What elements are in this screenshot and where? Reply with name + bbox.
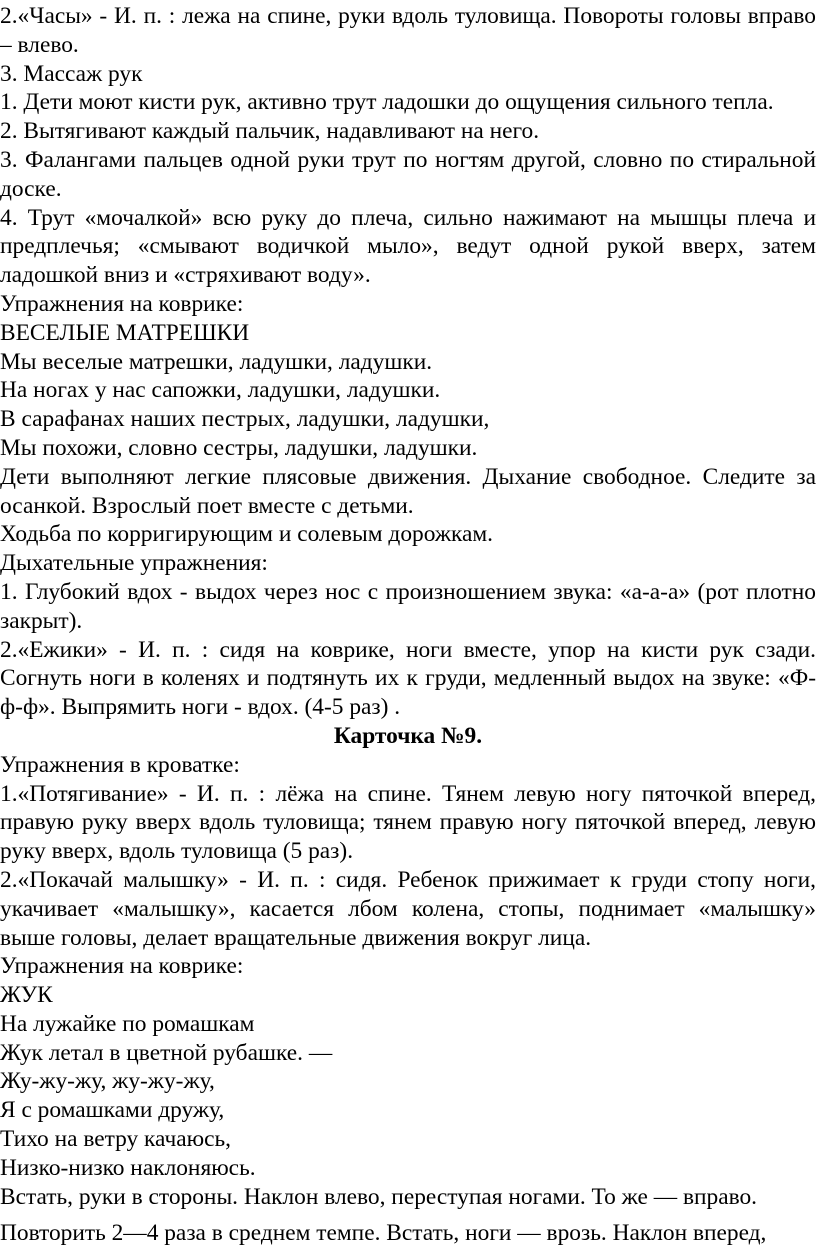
poem-line: Мы похожи, словно сестры, ладушки, ладушки. <box>0 434 478 461</box>
paragraph: Дети выполняют легкие плясовые движения. Дыхание свободное. Следите за осанкой. Взрослый поет вместе с детьми. <box>0 463 816 519</box>
poem-line: Тихо на ветру качаюсь, <box>0 1126 232 1153</box>
section-label: Упражнения в кроватке: <box>0 751 240 778</box>
poem-line: На лужайке по ромашкам <box>0 1010 255 1037</box>
poem-line: Я с ромашками дружу, <box>0 1097 225 1124</box>
poem-title: ЖУК <box>0 982 53 1009</box>
paragraph: 1. Дети моют кисти рук, активно трут ладошки до ощущения сильного тепла. <box>0 89 774 116</box>
paragraph: 1. Глубокий вдох - выдох через нос с произношением звука: «а-а-а» (рот плотно закрыт). <box>0 578 816 634</box>
paragraph: 2.«Часы» - И. п. : лежа на спине, руки вдоль туловища. Повороты головы вправо – влево. <box>0 3 816 58</box>
poem-line: Низко-низко наклоняюсь. <box>0 1154 256 1181</box>
paragraph: 2.«Ежики» - И. п. : сидя на коврике, ноги вместе, упор на кисти рук сзади. Согнуть ноги в коленях и подтянуть их к груди, медленный выдох на звуке: «Ф-ф-ф». Выпрямить ноги - вдох. (4-5 раз) . <box>0 636 816 721</box>
section-label: Дыхательные упражнения: <box>0 550 268 577</box>
poem-line: Жук летал в цветной рубашке. — <box>0 1039 333 1066</box>
paragraph: Встать, руки в стороны. Наклон влево, переступая ногами. То же — вправо. <box>0 1183 758 1210</box>
poem-line: Жу-жу-жу, жу-жу-жу, <box>0 1068 215 1095</box>
paragraph: 4. Трут «мочалкой» всю руку до плеча, сильно нажимают на мышцы плеча и предплечья; «смывают водичкой мыло», ведут одной рукой вверх, затем ладошкой вниз и «стряхивают воду». <box>0 204 816 289</box>
poem-line: Мы веселые матрешки, ладушки, ладушки. <box>0 348 433 375</box>
paragraph: 3. Массаж рук <box>0 60 143 87</box>
paragraph: Ходьба по корригирующим и солевым дорожкам. <box>0 521 494 548</box>
paragraph: 1.«Потягивание» - И. п. : лёжа на спине. Тянем левую ногу пяточкой вперед, правую руку вверх вдоль туловища; тянем правую ногу пяточкой вперед, левую руку вверх, вдоль туловища (5 раз). <box>0 780 816 865</box>
poem-line: В сарафанах наших пестрых, ладушки, ладушки, <box>0 406 490 433</box>
poem-title: ВЕСЕЛЫЕ МАТРЕШКИ <box>0 319 250 346</box>
document-page <box>0 2 816 1248</box>
paragraph: Повторить 2—4 раза в среднем темпе. Встать, ноги — врозь. Наклон вперед, <box>0 1220 767 1247</box>
card-heading: Карточка №9. <box>333 722 483 749</box>
poem-line: На ногах у нас сапожки, ладушки, ладушки. <box>0 377 441 404</box>
paragraph: 2.«Покачай малышку» - И. п. : сидя. Ребенок прижимает к груди стопу ноги, укачивает «малышку», касается лбом колена, стопы, поднимает «малышку» выше головы, делает вращательные движения вокруг лица. <box>0 866 816 951</box>
section-label: Упражнения на коврике: <box>0 953 244 980</box>
paragraph-gap <box>0 1211 816 1219</box>
section-label: Упражнения на коврике: <box>0 290 244 317</box>
paragraph: 2. Вытягивают каждый пальчик, надавливают на него. <box>0 118 540 145</box>
paragraph: 3. Фалангами пальцев одной руки трут по ногтям другой, словно по стиральной доске. <box>0 146 816 202</box>
